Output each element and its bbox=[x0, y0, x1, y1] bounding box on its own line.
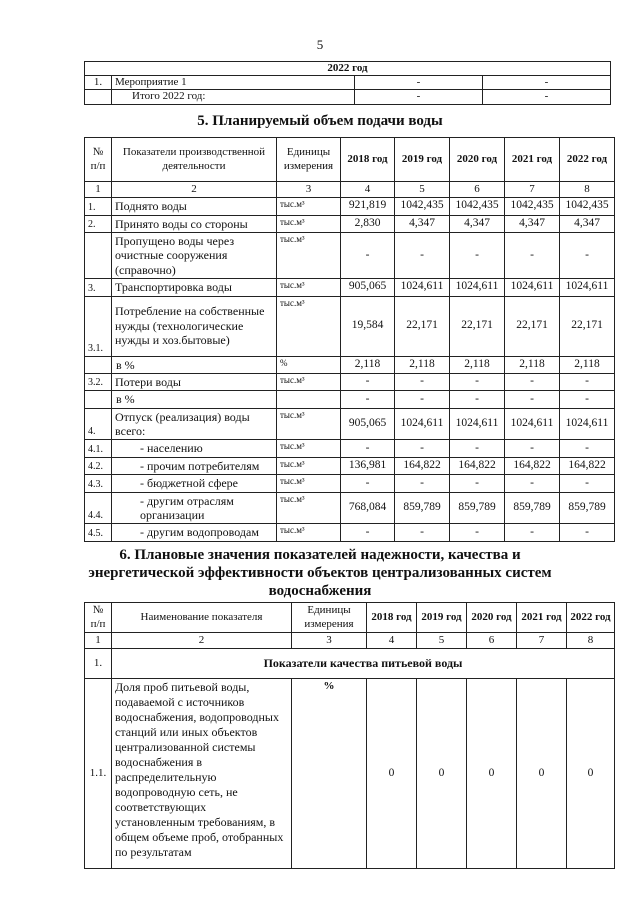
cell-value: 859,789 bbox=[450, 492, 505, 524]
index-cell: 7 bbox=[505, 182, 560, 198]
cell-unit: % bbox=[277, 356, 341, 373]
cell-value: 2,118 bbox=[395, 356, 450, 373]
table-row bbox=[85, 76, 611, 90]
section6-table bbox=[84, 602, 615, 869]
cell-name: - населению bbox=[112, 440, 277, 457]
cell-value: 4,347 bbox=[450, 215, 505, 232]
cell-value: 164,822 bbox=[395, 457, 450, 474]
cell-value: 1024,611 bbox=[505, 408, 560, 440]
cell-value: 1042,435 bbox=[395, 198, 450, 215]
cell-no: 1.1. bbox=[85, 679, 112, 869]
cell-value: 22,171 bbox=[450, 296, 505, 356]
header-row bbox=[85, 138, 615, 182]
cell-name: Поднято воды bbox=[112, 198, 277, 215]
table-row bbox=[85, 679, 615, 869]
table-row bbox=[85, 232, 615, 278]
cell-value: 0 bbox=[367, 679, 417, 869]
cell-value: - bbox=[355, 90, 483, 104]
cell-value: - bbox=[560, 232, 615, 278]
index-row bbox=[85, 182, 615, 198]
cell-unit: тыс.м³ bbox=[277, 440, 341, 457]
header-2018: 2018 год bbox=[341, 138, 395, 182]
index-cell: 1 bbox=[85, 633, 112, 649]
cell-value: - bbox=[483, 76, 611, 90]
cell-value: 0 bbox=[517, 679, 567, 869]
cell-unit: тыс.м³ bbox=[277, 232, 341, 278]
section5-table bbox=[84, 137, 615, 542]
table-row bbox=[85, 408, 615, 440]
cell-no: 4.5. bbox=[85, 524, 112, 541]
cell-value: 164,822 bbox=[505, 457, 560, 474]
section6-title-line3: водоснабжения bbox=[268, 583, 372, 599]
header-row bbox=[85, 603, 615, 633]
index-cell: 3 bbox=[277, 182, 341, 198]
header-2022: 2022 год bbox=[560, 138, 615, 182]
index-cell: 3 bbox=[292, 633, 367, 649]
cell-value: 768,084 bbox=[341, 492, 395, 524]
section6-title bbox=[0, 546, 640, 600]
cell-no bbox=[85, 391, 112, 408]
group-title: Показатели качества питьевой воды bbox=[112, 649, 615, 679]
cell-unit: тыс.м³ bbox=[277, 475, 341, 492]
index-cell: 6 bbox=[467, 633, 517, 649]
cell-no: 4.3. bbox=[85, 475, 112, 492]
cell-value: 2,118 bbox=[560, 356, 615, 373]
cell-unit bbox=[277, 391, 341, 408]
cell-value: 0 bbox=[567, 679, 615, 869]
table-row bbox=[85, 215, 615, 232]
cell-value: 22,171 bbox=[505, 296, 560, 356]
header-name: Наименование показателя bbox=[112, 603, 292, 633]
header-unit: Единицы измерения bbox=[277, 138, 341, 182]
cell-value: - bbox=[395, 232, 450, 278]
header-2018: 2018 год bbox=[367, 603, 417, 633]
cell-no: 2. bbox=[85, 215, 112, 232]
table-row bbox=[85, 391, 615, 408]
cell-unit: тыс.м³ bbox=[277, 279, 341, 296]
cell-name: - другим водопроводам bbox=[112, 524, 277, 541]
cell-value: 164,822 bbox=[560, 457, 615, 474]
table-row bbox=[85, 440, 615, 457]
cell-no: 1. bbox=[85, 76, 112, 90]
cell-value: - bbox=[355, 76, 483, 90]
table-row bbox=[85, 524, 615, 541]
cell-value: 1024,611 bbox=[450, 279, 505, 296]
header-2021: 2021 год bbox=[505, 138, 560, 182]
cell-no bbox=[85, 232, 112, 278]
cell-value: 921,819 bbox=[341, 198, 395, 215]
group-no: 1. bbox=[85, 649, 112, 679]
cell-no: 4.2. bbox=[85, 457, 112, 474]
cell-value: - bbox=[505, 524, 560, 541]
cell-value: 136,981 bbox=[341, 457, 395, 474]
index-cell: 2 bbox=[112, 182, 277, 198]
cell-value: - bbox=[395, 475, 450, 492]
header-2020: 2020 год bbox=[450, 138, 505, 182]
cell-value: 905,065 bbox=[341, 408, 395, 440]
index-cell: 4 bbox=[367, 633, 417, 649]
cell-value: - bbox=[505, 232, 560, 278]
cell-value: 2,118 bbox=[450, 356, 505, 373]
cell-value: - bbox=[505, 373, 560, 390]
cell-no: 3.1. bbox=[85, 296, 112, 356]
index-row bbox=[85, 633, 615, 649]
cell-value: - bbox=[341, 391, 395, 408]
cell-name: в % bbox=[112, 356, 277, 373]
section6-title-line2: энергетической эффективности объектов централизованных систем bbox=[88, 565, 552, 581]
cell-value: 2,830 bbox=[341, 215, 395, 232]
index-cell: 8 bbox=[560, 182, 615, 198]
index-cell: 1 bbox=[85, 182, 112, 198]
cell-value: 0 bbox=[417, 679, 467, 869]
cell-value: - bbox=[341, 232, 395, 278]
cell-value: - bbox=[450, 232, 505, 278]
cell-value: 1024,611 bbox=[395, 408, 450, 440]
table-row bbox=[85, 492, 615, 524]
table-row bbox=[85, 198, 615, 215]
cell-name: Доля проб питьевой воды, подаваемой с источников водоснабжения, водопроводных станций или иных объектов централизованной системы водоснабжения в распределительную водопроводную сеть, не соответствующих установленным требованиям, в общем объеме проб, отобранных по результатам bbox=[112, 679, 292, 869]
cell-name: Мероприятие 1 bbox=[112, 76, 355, 90]
table-row bbox=[85, 296, 615, 356]
cell-value: 1042,435 bbox=[560, 198, 615, 215]
cell-value: - bbox=[450, 373, 505, 390]
index-cell: 5 bbox=[417, 633, 467, 649]
table-row bbox=[85, 62, 611, 76]
cell-name: Итого 2022 год: bbox=[112, 90, 355, 104]
cell-value: 4,347 bbox=[395, 215, 450, 232]
cell-unit: тыс.м³ bbox=[277, 373, 341, 390]
cell-name: Отпуск (реализация) воды всего: bbox=[112, 408, 277, 440]
cell-value: 4,347 bbox=[505, 215, 560, 232]
header-no: № п/п bbox=[85, 138, 112, 182]
cell-value: - bbox=[341, 524, 395, 541]
cell-unit: тыс.м³ bbox=[277, 296, 341, 356]
cell-value: - bbox=[505, 391, 560, 408]
cell-value: - bbox=[560, 475, 615, 492]
cell-no bbox=[85, 90, 112, 104]
cell-value: - bbox=[450, 475, 505, 492]
cell-value: - bbox=[560, 373, 615, 390]
cell-value: 1024,611 bbox=[450, 408, 505, 440]
cell-name: Пропущено воды через очистные сооружения (справочно) bbox=[112, 232, 277, 278]
cell-value: 1042,435 bbox=[450, 198, 505, 215]
cell-name: Транспортировка воды bbox=[112, 279, 277, 296]
cell-no: 1. bbox=[85, 198, 112, 215]
cell-value: - bbox=[560, 391, 615, 408]
year-header: 2022 год bbox=[85, 62, 611, 76]
header-2020: 2020 год bbox=[467, 603, 517, 633]
cell-value: 859,789 bbox=[560, 492, 615, 524]
cell-value: 1024,611 bbox=[395, 279, 450, 296]
cell-value: 19,584 bbox=[341, 296, 395, 356]
section6-title-line1: 6. Плановые значения показателей надежности, качества и bbox=[119, 547, 521, 563]
cell-unit: тыс.м³ bbox=[277, 492, 341, 524]
cell-unit: тыс.м³ bbox=[277, 408, 341, 440]
cell-value: 2,118 bbox=[505, 356, 560, 373]
cell-no: 4.4. bbox=[85, 492, 112, 524]
cell-value: - bbox=[450, 391, 505, 408]
cell-value: 22,171 bbox=[560, 296, 615, 356]
page-number: 5 bbox=[316, 37, 324, 52]
cell-no: 3. bbox=[85, 279, 112, 296]
table-row bbox=[85, 475, 615, 492]
header-2021: 2021 год bbox=[517, 603, 567, 633]
cell-no bbox=[85, 356, 112, 373]
cell-unit: тыс.м³ bbox=[277, 215, 341, 232]
header-name: Показатели производственной деятельности bbox=[112, 138, 277, 182]
header-unit: Единицы измерения bbox=[292, 603, 367, 633]
cell-value: 1042,435 bbox=[505, 198, 560, 215]
table-row bbox=[85, 356, 615, 373]
table-row bbox=[85, 457, 615, 474]
index-cell: 4 bbox=[341, 182, 395, 198]
cell-name: - другим отраслям организации bbox=[112, 492, 277, 524]
cell-unit: тыс.м³ bbox=[277, 198, 341, 215]
cell-value: - bbox=[505, 440, 560, 457]
cell-value: - bbox=[341, 373, 395, 390]
index-cell: 7 bbox=[517, 633, 567, 649]
table-row bbox=[85, 279, 615, 296]
cell-value: 4,347 bbox=[560, 215, 615, 232]
cell-value: - bbox=[395, 373, 450, 390]
cell-name: - прочим потребителям bbox=[112, 457, 277, 474]
top-table bbox=[84, 61, 611, 105]
cell-unit: тыс.м³ bbox=[277, 524, 341, 541]
cell-unit: % bbox=[292, 679, 367, 869]
cell-value: 1024,611 bbox=[505, 279, 560, 296]
section5-title: 5. Планируемый объем подачи воды bbox=[197, 113, 443, 129]
index-cell: 5 bbox=[395, 182, 450, 198]
cell-value: 859,789 bbox=[395, 492, 450, 524]
cell-name: Потребление на собственные нужды (технологические нужды и хоз.бытовые) bbox=[112, 296, 277, 356]
cell-value: 859,789 bbox=[505, 492, 560, 524]
index-cell: 2 bbox=[112, 633, 292, 649]
cell-value: 1024,611 bbox=[560, 408, 615, 440]
table-row bbox=[85, 90, 611, 104]
cell-value: 164,822 bbox=[450, 457, 505, 474]
cell-value: - bbox=[450, 524, 505, 541]
cell-value: - bbox=[341, 475, 395, 492]
index-cell: 6 bbox=[450, 182, 505, 198]
cell-no: 4.1. bbox=[85, 440, 112, 457]
cell-value: - bbox=[395, 524, 450, 541]
cell-value: 0 bbox=[467, 679, 517, 869]
cell-value: 22,171 bbox=[395, 296, 450, 356]
cell-value: - bbox=[560, 440, 615, 457]
cell-name: - бюджетной сфере bbox=[112, 475, 277, 492]
cell-value: 2,118 bbox=[341, 356, 395, 373]
cell-no: 4. bbox=[85, 408, 112, 440]
cell-value: - bbox=[395, 391, 450, 408]
cell-value: 905,065 bbox=[341, 279, 395, 296]
cell-value: - bbox=[505, 475, 560, 492]
group-row bbox=[85, 649, 615, 679]
cell-no: 3.2. bbox=[85, 373, 112, 390]
header-2019: 2019 год bbox=[417, 603, 467, 633]
cell-value: - bbox=[341, 440, 395, 457]
cell-name: в % bbox=[112, 391, 277, 408]
cell-name: Потери воды bbox=[112, 373, 277, 390]
header-2019: 2019 год bbox=[395, 138, 450, 182]
header-no: № п/п bbox=[85, 603, 112, 633]
cell-value: - bbox=[483, 90, 611, 104]
cell-value: - bbox=[560, 524, 615, 541]
cell-value: - bbox=[450, 440, 505, 457]
cell-value: 1024,611 bbox=[560, 279, 615, 296]
table-row bbox=[85, 373, 615, 390]
cell-name: Принято воды со стороны bbox=[112, 215, 277, 232]
index-cell: 8 bbox=[567, 633, 615, 649]
cell-unit: тыс.м³ bbox=[277, 457, 341, 474]
header-2022: 2022 год bbox=[567, 603, 615, 633]
cell-value: - bbox=[395, 440, 450, 457]
